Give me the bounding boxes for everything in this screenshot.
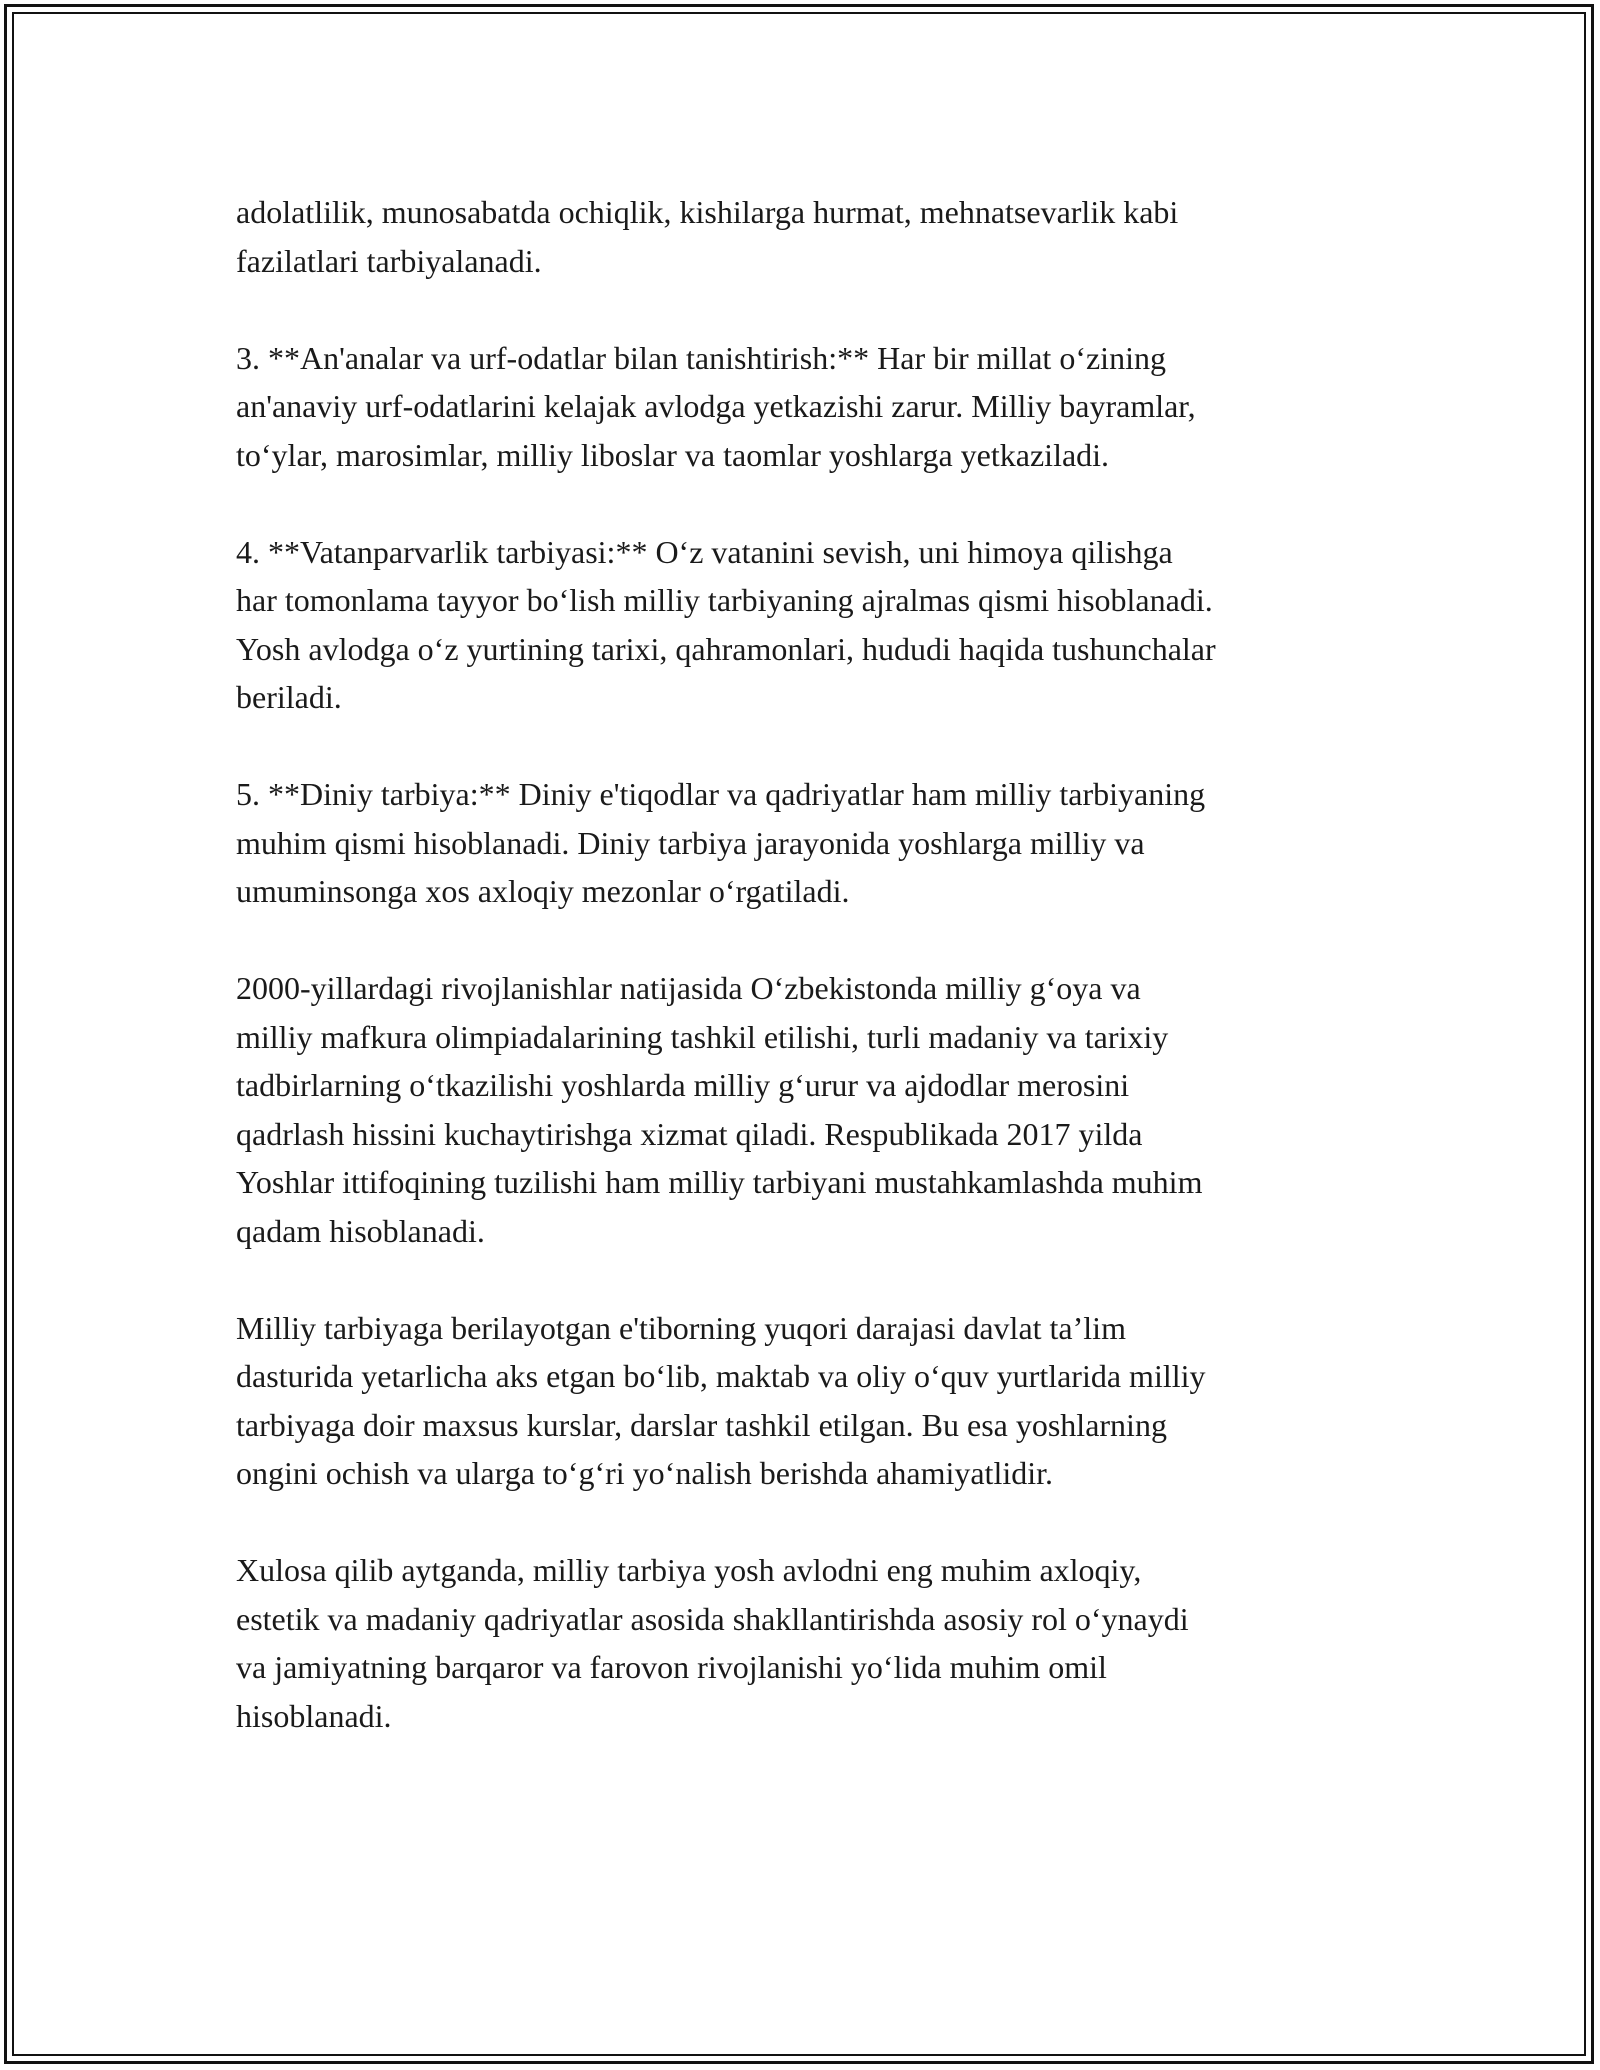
paragraph-point-5-religious: 5. **Diniy tarbiya:** Diniy e'tiqodlar va qadriyatlar ham milliy tarbiyaning muhim qismi hisoblanadi. Diniy tarbiya jarayonida yoshlarga milliy va umuminsonga xos axloqiy mezonlar o‘rgatiladi. bbox=[236, 776, 1206, 909]
paragraph-point-4-patriotism: 4. **Vatanparvarlik tarbiyasi:** O‘z vatanini sevish, uni himoya qilishga har tomonlama tayyor bo‘lish milliy tarbiyaning ajralmas qismi hisoblanadi. Yosh avlodga o‘z yurtining tarixi, qahramonlari, hududi haqida tushunchalar beriladi. bbox=[236, 533, 1216, 715]
paragraph-education-attention: Milliy tarbiyaga berilayotgan e'tiborning yuqori darajasi davlat ta’lim dasturida yetarlicha aks etgan bo‘lib, maktab va oliy o‘quv yurtlarida milliy tarbiyaga doir maxsus kurslar, darslar tashkil etilgan. Bu esa yoshlarning ongini ochish va ularga to‘g‘ri yo‘nalish berishda ahamiyatlidir. bbox=[236, 1309, 1206, 1491]
paragraph-2000s-developments: 2000-yillardagi rivojlanishlar natijasida O‘zbekistonda milliy g‘oya va milliy mafkura olimpiadalarining tashkil etilishi, turli madaniy va tarixiy tadbirlarning o‘tkazilishi yoshlarda milliy g‘urur va ajdodlar merosini qadrlash hissini kuchaytirishga xizmat qiladi. Respublikada 2017 yilda Yoshlar ittifoqining tuzilishi ham milliy tarbiyani mustahkamlashda muhim qadam hisoblanadi. bbox=[236, 970, 1203, 1249]
paragraph-conclusion: Xulosa qilib aytganda, milliy tarbiya yosh avlodni eng muhim axloqiy, estetik va madaniy qadriyatlar asosida shakllantirishda asosiy rol o‘ynaydi va jamiyatning barqaror va farovon rivojlanishi yo‘lida muhim omil hisoblanadi. bbox=[236, 1552, 1189, 1734]
paragraph-point-3-traditions: 3. **An'analar va urf-odatlar bilan tanishtirish:** Har bir millat o‘zining an'anaviy urf-odatlarini kelajak avlodga yetkazishi zarur. Milliy bayramlar, to‘ylar, marosimlar, milliy liboslar va taomlar yoshlarga yetkaziladi. bbox=[236, 339, 1196, 473]
document-body bbox=[236, 188, 1376, 1740]
paragraph-continuation: adolatlilik, munosabatda ochiqlik, kishilarga hurmat, mehnatsevarlik kabi fazilatlari tarbiyalanadi. bbox=[236, 194, 1179, 279]
